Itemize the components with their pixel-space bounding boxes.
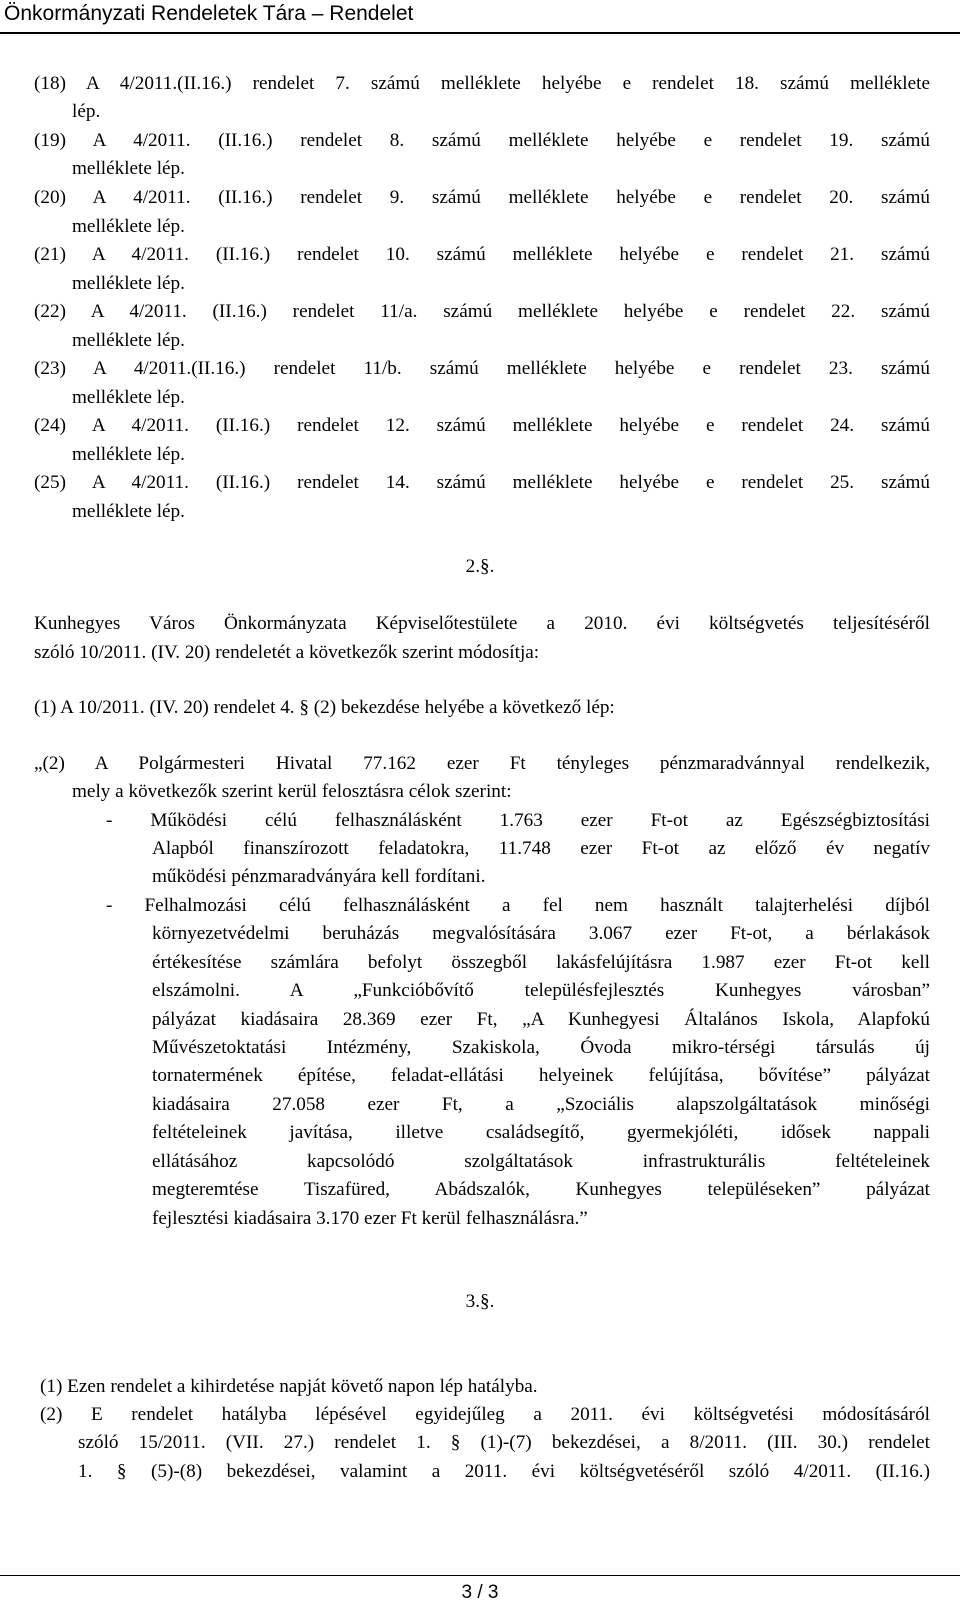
text-line: melléklete lép. <box>72 444 185 465</box>
text-line: melléklete lép. <box>72 158 185 179</box>
text-line: (18) A 4/2011.(II.16.) rendelet 7. számú melléklete helyébe e rendelet 18. számú melléklete <box>34 73 930 94</box>
text-line: ellátásához kapcsolódó szolgáltatások infrastrukturális feltételeinek <box>152 1151 930 1172</box>
text-line: (1) A 10/2011. (IV. 20) rendelet 4. § (2) bekezdése helyébe a következő lép: <box>34 697 615 718</box>
text-line: 1. § (5)-(8) bekezdései, valamint a 2011. évi költségvetéséről szóló 4/2011. (II.16.) <box>78 1461 930 1482</box>
text-line: pályázat kiadásaira 28.369 ezer Ft, „A Kunhegyesi Általános Iskola, Alapfokú <box>152 1009 930 1030</box>
text-line: melléklete lép. <box>72 387 185 408</box>
text-line: mely a következők szerint kerül felosztásra célok szerint: <box>72 781 512 802</box>
text-line: környezetvédelmi beruházás megvalósítására 3.067 ezer Ft-ot, a bérlakások <box>152 923 930 944</box>
text-line: (1) Ezen rendelet a kihirdetése napját követő napon lép hatályba. <box>40 1376 538 1397</box>
text-line: működési pénzmaradványára kell fordítani. <box>152 866 486 887</box>
text-line: Művészetoktatási Intézmény, Szakiskola, Óvoda mikro-térségi társulás új <box>152 1037 930 1058</box>
text-line: (19) A 4/2011. (II.16.) rendelet 8. számú melléklete helyébe e rendelet 19. számú <box>34 130 930 151</box>
text-line: megteremtése Tiszafüred, Abádszalók, Kunhegyes településeken” pályázat <box>152 1179 930 1200</box>
text-line: melléklete lép. <box>72 330 185 351</box>
text-line: lép. <box>72 101 101 122</box>
text-line: feltételeinek javítása, illetve családsegítő, gyermekjóléti, idősek nappali <box>152 1122 930 1143</box>
text-line: (2) E rendelet hatályba lépésével egyidejűleg a 2011. évi költségvetési módosításáról <box>40 1404 930 1425</box>
text-line: Kunhegyes Város Önkormányzata Képviselőtestülete a 2010. évi költségvetés teljesítéséről <box>34 613 930 634</box>
page-number: 3 / 3 <box>461 1582 499 1603</box>
text-line: (21) A 4/2011. (II.16.) rendelet 10. számú melléklete helyébe e rendelet 21. számú <box>34 244 930 265</box>
section-heading-3: 3.§. <box>465 1291 495 1312</box>
text-line: kiadásaira 27.058 ezer Ft, a „Szociális alapszolgáltatások minőségi <box>152 1094 930 1115</box>
text-line: (20) A 4/2011. (II.16.) rendelet 9. számú melléklete helyébe e rendelet 20. számú <box>34 187 930 208</box>
text-line: - Működési célú felhasználásként 1.763 ezer Ft-ot az Egészségbiztosítási <box>106 810 930 831</box>
text-line: - Felhalmozási célú felhasználásként a fel nem használt talajterhelési díjból <box>106 895 930 916</box>
section-heading-2: 2.§. <box>465 556 495 577</box>
text-line: szóló 15/2011. (VII. 27.) rendelet 1. § (1)-(7) bekezdései, a 8/2011. (III. 30.) rendelet <box>78 1432 930 1453</box>
text-line: melléklete lép. <box>72 273 185 294</box>
text-line: fejlesztési kiadásaira 3.170 ezer Ft kerül felhasználásra.” <box>152 1208 588 1229</box>
text-line: melléklete lép. <box>72 216 185 237</box>
text-line: (22) A 4/2011. (II.16.) rendelet 11/a. számú melléklete helyébe e rendelet 22. számú <box>34 301 930 322</box>
text-line: szóló 10/2011. (IV. 20) rendeletét a következők szerint módosítja: <box>34 642 540 663</box>
footer-divider <box>0 1575 960 1576</box>
header-title: Önkormányzati Rendeletek Tára – Rendelet <box>4 2 414 25</box>
text-line: „(2) A Polgármesteri Hivatal 77.162 ezer Ft tényleges pénzmaradvánnyal rendelkezik, <box>34 753 930 774</box>
text-line: (23) A 4/2011.(II.16.) rendelet 11/b. számú melléklete helyébe e rendelet 23. számú <box>34 358 930 379</box>
text-line: (25) A 4/2011. (II.16.) rendelet 14. számú melléklete helyébe e rendelet 25. számú <box>34 472 930 493</box>
text-line: (24) A 4/2011. (II.16.) rendelet 12. számú melléklete helyébe e rendelet 24. számú <box>34 415 930 436</box>
text-line: melléklete lép. <box>72 501 185 522</box>
text-line: tornatermének építése, feladat-ellátási helyeinek felújítása, bővítése” pályázat <box>152 1065 930 1086</box>
text-line: Alapból finanszírozott feladatokra, 11.748 ezer Ft-ot az előző év negatív <box>152 838 930 859</box>
text-line: értékesítése számlára befolyt összegből lakásfelújításra 1.987 ezer Ft-ot kell <box>152 952 930 973</box>
text-line: elszámolni. A „Funkcióbővítő településfejlesztés Kunhegyes városban” <box>152 980 930 1001</box>
